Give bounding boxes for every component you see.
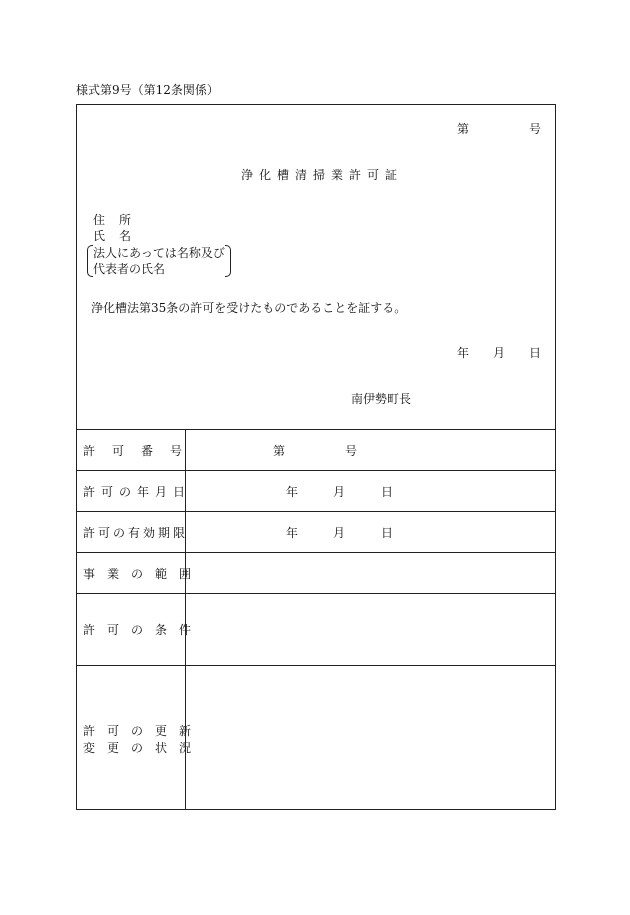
issue-date-month: 月 [493, 346, 506, 360]
certificate-title: 浄化槽清掃業許可証 [241, 168, 404, 182]
row-divider [77, 470, 555, 471]
row-divider [77, 511, 555, 512]
permit-date-month: 月 [333, 485, 346, 499]
address-label: 住所 [93, 213, 146, 227]
permit-number-prefix: 第 [273, 444, 286, 458]
issue-date-day: 日 [529, 346, 542, 360]
corp-line-2: 代表者の氏名 [93, 262, 166, 276]
right-bracket [225, 245, 231, 277]
issuer-name: 南伊勢町長 [351, 392, 412, 406]
row-divider [77, 593, 555, 594]
row-label-conditions: 許可の条件 [83, 623, 204, 637]
form-label: 様式第9号（第12条関係） [76, 83, 219, 97]
row-divider [77, 665, 555, 666]
row-label-renewal-line1: 許可の更新 [83, 724, 204, 738]
expiry-day: 日 [381, 526, 394, 540]
name-label: 氏名 [93, 229, 146, 243]
permit-number-suffix: 号 [345, 444, 358, 458]
permit-date-year: 年 [286, 485, 299, 499]
row-label-renewal-line2: 変更の状況 [83, 741, 204, 755]
statement-text: 浄化槽法第35条の許可を受けたものであることを証する。 [91, 301, 407, 315]
expiry-year: 年 [286, 526, 299, 540]
row-label-expiry: 許可の有効期限 [83, 526, 189, 540]
row-label-business-scope: 事業の範囲 [83, 567, 204, 581]
permit-date-day: 日 [381, 485, 394, 499]
corp-line-1: 法人にあっては名称及び [93, 246, 225, 260]
certificate-frame [76, 104, 556, 810]
number-prefix: 第 [457, 122, 470, 136]
issue-date-year: 年 [457, 346, 470, 360]
row-label-permit-date: 許可の年月日 [83, 485, 192, 499]
row-divider [77, 552, 555, 553]
number-suffix: 号 [529, 122, 542, 136]
table-top-line [77, 429, 555, 430]
expiry-month: 月 [333, 526, 346, 540]
row-label-permit-number: 許可番号 [83, 444, 200, 458]
